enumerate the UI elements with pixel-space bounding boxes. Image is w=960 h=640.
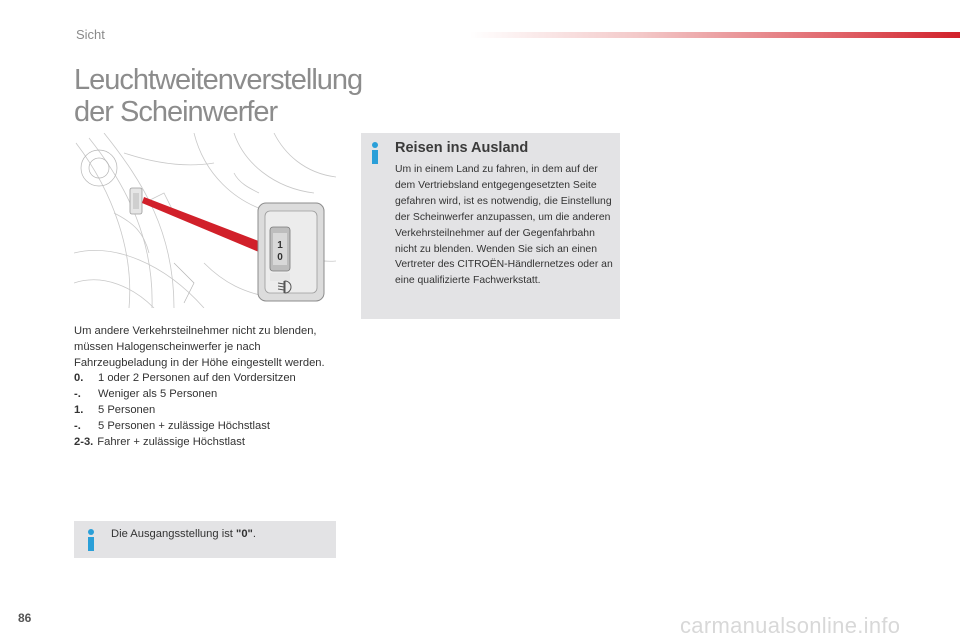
info-icon [86,529,96,556]
list-item [74,435,340,451]
list-item-text: 5 Personen [98,403,156,416]
list-item-key: -. [74,388,81,401]
watermark: carmanualsonline.info [680,613,901,638]
info-note-text [111,528,256,540]
list-item-key: 0. [74,372,84,385]
list-item [74,403,340,419]
info-box-travel-abroad [361,133,620,319]
info-note-text-before: Die Ausgangsstellung ist [111,528,237,540]
list-item [74,371,340,387]
list-item [74,387,340,403]
info-icon [370,142,380,169]
svg-text:1: 1 [277,240,283,251]
info-box-text: Um in einem Land zu fahren, in dem auf der dem Vertriebsland entgegengesetzten Seite gefahren wird, ist es notwendig, die Einstellung der Scheinwerfer anzupassen, um die anderen Verkehrsteilnehmer auf der Gegenfahrbahn nicht zu blenden. Wenden Sie sich an einen Vertreter des CITROËN-Händlernetzes oder an eine qualifizierte Fachwerkstatt. [395,164,613,287]
page-title-line2: der Scheinwerfer [74,96,278,128]
list-item-text: 1 oder 2 Personen auf den Vordersitzen [98,372,296,385]
section-label: Sicht [76,27,105,42]
info-box-heading: Reisen ins Ausland [395,140,529,156]
headlamp-adjust-illustration [74,133,336,308]
list-item-key: 2-3. [74,435,94,448]
list-item [74,419,340,435]
header-accent-bar [470,32,960,38]
info-note-text-bold: "0" [236,528,253,540]
list-item-key: 1. [74,403,84,416]
intro-paragraph: Um andere Verkehrsteilnehmer nicht zu blenden, müssen Halogenscheinwerfer je nach Fahrzeugbeladung in der Höhe eingestellt werden. [74,325,325,369]
page-title [74,64,362,128]
page-number: 86 [18,611,32,625]
list-item-text: Weniger als 5 Personen [98,388,218,401]
list-item-text: 5 Personen + zulässige Höchstlast [98,419,270,432]
info-note-default-position [74,521,336,558]
load-position-list [74,371,340,450]
body-text [74,324,340,450]
page-title-line1: Leuchtweitenverstellung [74,64,363,96]
list-item-key: -. [74,419,81,432]
info-note-text-after: . [252,528,256,540]
svg-text:0: 0 [277,252,283,263]
list-item-text: Fahrer + zulässige Höchstlast [97,435,245,448]
